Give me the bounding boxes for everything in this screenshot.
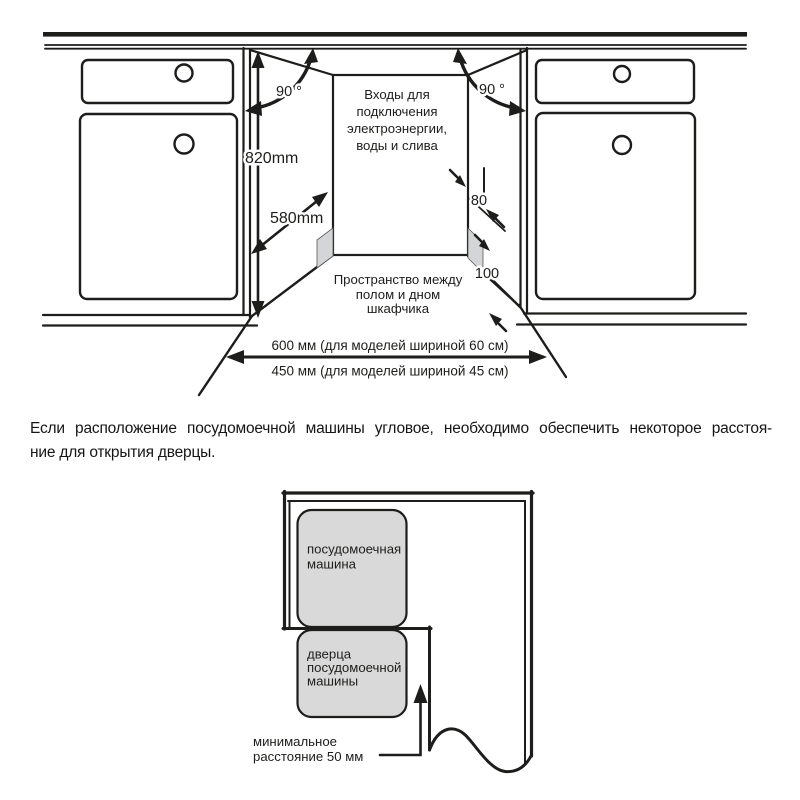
right-drawer-front	[536, 60, 694, 103]
right-arrow-icon	[509, 101, 526, 116]
angle-right-label: 90 °	[479, 82, 505, 98]
inlet-offset-label: 80	[470, 193, 488, 209]
width-450-label: 450 мм (для моделей шириной 45 см)	[271, 363, 509, 379]
up-arrow-icon	[304, 48, 318, 64]
floor-note-line: шкафчика	[366, 301, 430, 316]
left-drawer-front	[82, 60, 233, 103]
door-label-line: машины	[307, 673, 359, 689]
min-distance-label-line: минимальное	[253, 734, 337, 749]
dishwasher-label-line: посудомоечная	[307, 541, 402, 557]
body-text-line2: ние для открытия дверцы.	[30, 444, 216, 461]
inlets-note-line: Входы для	[364, 87, 430, 102]
break-wave-line	[430, 729, 532, 772]
dim-580mm	[251, 192, 328, 254]
countertop-edge	[43, 32, 747, 37]
height-dim-label: 820mm	[245, 150, 299, 167]
corner-placement-figure	[253, 492, 533, 772]
left-door-knob	[175, 135, 194, 154]
right-arrow-icon	[529, 350, 547, 364]
dishwasher-label-line: машина	[307, 556, 356, 572]
body-text	[30, 417, 772, 465]
door-label-line: дверца	[307, 646, 352, 662]
right-drawer-knob	[614, 66, 630, 82]
up-arrow-icon	[453, 48, 467, 64]
plinth-panel-left	[317, 228, 333, 268]
ceiling-diagonal-left	[250, 50, 333, 75]
angle-left-label: 90 °	[276, 84, 302, 100]
floor-note-line: Пространство между	[333, 272, 463, 287]
body-text-line1: Если расположение посудомоечной машины угловое, необходимо обеспечить некоторое расстоя-	[30, 420, 772, 437]
right-door-knob	[613, 136, 631, 154]
niche-back-wall	[333, 75, 468, 255]
min-distance-label-line: расстояние 50 мм	[253, 749, 364, 764]
left-drawer-knob	[176, 65, 193, 82]
inlets-note-line: воды и слива	[356, 138, 438, 153]
depth-dim-label: 580mm	[270, 210, 324, 227]
floor-note	[334, 272, 463, 316]
floor-extension-right	[519, 305, 566, 377]
floor-note-line: полом и дном	[355, 287, 441, 302]
left-door-front	[80, 114, 237, 299]
ceiling-diagonal-right	[468, 50, 527, 75]
left-arrow-icon	[245, 101, 262, 116]
plinth-height-label: 100	[474, 266, 500, 282]
width-600-label: 600 мм (для моделей шириной 60 см)	[271, 338, 509, 353]
dim-width-arrow	[226, 338, 547, 379]
inlets-note-line: электроэнергии,	[347, 121, 447, 136]
inlets-note-line: подключения	[356, 104, 438, 119]
door-label-line: посудомоечной	[307, 660, 402, 675]
up-arrow-icon	[414, 684, 428, 703]
niche-dimensions-figure	[43, 32, 747, 395]
